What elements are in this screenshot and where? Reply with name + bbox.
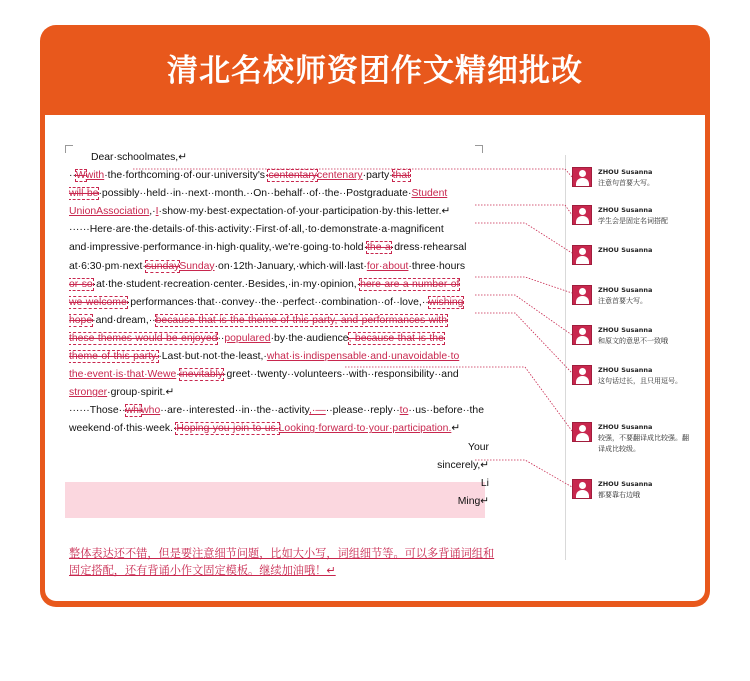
comment-margin-divider: [565, 155, 566, 560]
connector-line: [475, 313, 572, 373]
text-run: ··: [69, 170, 76, 182]
connector-line: [475, 223, 572, 253]
deleted-text: these·themes·would·be·enjoyed: [69, 332, 218, 344]
reviewer-avatar-icon: [572, 245, 592, 265]
text-run: ··: [217, 332, 225, 344]
reviewer-name: ZHOU Susanna: [598, 246, 653, 254]
deleted-text: will·be: [69, 188, 99, 200]
text-run: ·performances·that··convey··the··perfect··combination··of··love,··: [126, 296, 429, 308]
inserted-text: the·event·is·that·: [69, 369, 148, 381]
text-run: at·6:30·pm·next·: [69, 260, 146, 272]
deleted-text: sunday: [145, 260, 180, 272]
comment-text: 注意首要大写。: [598, 297, 647, 305]
reviewer-avatar-icon: [572, 479, 592, 499]
inserted-text: populared: [224, 332, 271, 344]
letter-line: [69, 420, 489, 438]
reviewer-name: ZHOU Susanna: [598, 286, 653, 294]
text-run: ·greet··twenty··volunteers··with··responsibility··and: [223, 369, 459, 381]
deleted-text: whi: [125, 405, 142, 417]
text-run: ·: [176, 369, 180, 381]
text-run: ·party·: [362, 170, 393, 182]
inserted-text: centenary: [317, 170, 363, 182]
inserted-text: what·is·indispensable·and·unavoidable·to: [266, 351, 460, 363]
document-area: [45, 115, 705, 601]
text-run: ·and·dream,··: [92, 314, 156, 326]
text-run: ·by·the·audience: [270, 332, 349, 344]
text-run: ↵: [451, 423, 461, 435]
deleted-text: cententary: [268, 170, 317, 182]
reviewer-name: ZHOU Susanna: [598, 326, 653, 334]
inserted-text: with: [85, 170, 105, 182]
letter-line: [69, 294, 489, 312]
letter-line: [69, 312, 489, 330]
letter-text: [69, 149, 489, 511]
correction-card: [40, 25, 710, 607]
deleted-text: hope: [69, 314, 93, 326]
closing-line: sincerely,↵: [437, 459, 489, 471]
connector-line: [475, 295, 572, 335]
inserted-text: for·about: [366, 260, 409, 272]
reviewer-avatar-icon: [572, 422, 592, 442]
letter-line: [69, 239, 489, 257]
reviewer-avatar-icon: [572, 325, 592, 345]
deleted-text: wishing: [428, 296, 464, 308]
letter-line: ······Here·are·the·details·of·this·activity:·First·of·all,·to·demonstrate·a·magnificent: [69, 224, 444, 236]
teacher-note: 整体表达还不错，但是要注意细节问题，比如大小写，词组细节等。可以多背诵词组和固定搭配，还有背诵小作文固定模板。继续加油哦！↵: [69, 547, 495, 577]
comment-text: 学生会是固定名词搭配: [598, 217, 668, 225]
salutation: Dear·schoolmates,↵: [91, 152, 187, 163]
closing-line: Ming↵: [457, 495, 489, 507]
connector-line: [475, 460, 572, 487]
comment-text: 注意句首要大写。: [598, 179, 654, 187]
deleted-text: Hoping·you·join·to·us.: [176, 423, 279, 435]
text-run: ·show·my·best·expectation·of·your·participation·by·this·letter.↵: [158, 206, 451, 218]
text-run: ·Last·but·not·the·least,·: [158, 351, 267, 363]
inserted-text: I: [155, 206, 159, 218]
text-run: ··us··before··the: [408, 405, 484, 417]
letter-line: [69, 348, 489, 366]
letter-line: [69, 185, 489, 203]
text-run: ······Those··: [69, 405, 126, 417]
text-run: ·three·hours: [408, 260, 466, 272]
comment-text: 较强，不要翻译成比较强。翻译成比较级。: [598, 434, 689, 453]
text-run: weekend·of·this·week.·: [69, 423, 177, 435]
deleted-text: the·a: [367, 242, 391, 254]
reviewer-name: ZHOU Susanna: [598, 206, 653, 214]
deleted-text: inevitably: [179, 369, 224, 381]
reviewer-avatar-icon: [572, 167, 592, 187]
card-title: 清北名校师资团作文精细批改: [167, 53, 583, 89]
closing-line: Your: [468, 441, 489, 453]
letter-line: [69, 366, 489, 384]
inserted-text: stronger: [69, 387, 108, 399]
inserted-text: who: [141, 405, 161, 417]
reviewer-name: ZHOU Susanna: [598, 168, 653, 176]
inserted-text: Union: [69, 206, 97, 218]
letter-line: [69, 276, 489, 294]
connector-line: [475, 205, 572, 215]
text-run: ·the·forthcoming·of·our·university's·: [104, 170, 269, 182]
inserted-text: Wewe: [147, 369, 177, 381]
deleted-text: ,·because·that·is·the: [348, 332, 444, 344]
inserted-text: Looking·forward·to·your·participation.: [278, 423, 452, 435]
reviewer-avatar-icon: [572, 285, 592, 305]
text-run: ·at·the·student·recreation·center.·Besides,·in·my·opinion,·: [92, 278, 361, 290]
deleted-text: because·that·is·the·theme·of·this·party,·and·performances·with: [155, 314, 448, 326]
inserted-text: Student: [411, 188, 448, 200]
deleted-text: W: [75, 170, 86, 182]
text-run: and·impressive·performance·in·high·quality,·we're·going·to·hold·: [69, 242, 368, 254]
letter-line: [69, 258, 489, 276]
inserted-text: ,·—: [309, 405, 326, 417]
text-run: ·dress·rehearsal: [390, 242, 467, 254]
deleted-text: that: [392, 170, 411, 182]
deleted-text: or·so: [69, 278, 93, 290]
deleted-text: theme·of·this·party.: [69, 351, 159, 363]
comment-text: 这句话过长，且只用逗号。: [598, 377, 682, 385]
inserted-text: to: [399, 405, 409, 417]
letter-line: [69, 167, 489, 185]
reviewer-name: ZHOU Susanna: [598, 480, 653, 488]
closing-line: Li: [480, 477, 489, 489]
text-run: ·possibly··held··in··next··month.··On··behalf··of··the··Postgraduate·: [98, 188, 412, 200]
text-run: ·on·12th·January,·which·will·last·: [214, 260, 367, 272]
deleted-text: we·welcome: [69, 296, 127, 308]
letter-line: [69, 402, 489, 420]
comment-text: 都要靠右边哦: [598, 491, 640, 499]
text-run: ··please··reply··: [325, 405, 400, 417]
reviewer-avatar-icon: [572, 205, 592, 225]
inserted-text: Sunday: [179, 260, 215, 272]
deleted-text: here·are·a·number·of: [360, 278, 460, 290]
text-run: ·group·spirit.↵: [107, 387, 175, 399]
letter-line: [69, 203, 489, 221]
text-run: ,·: [149, 206, 156, 218]
reviewer-avatar-icon: [572, 365, 592, 385]
reviewer-name: ZHOU Susanna: [598, 423, 653, 431]
letter-line: [69, 330, 489, 348]
reviewer-name: ZHOU Susanna: [598, 366, 653, 374]
text-run: ··are··interested··in··the··activity: [160, 405, 309, 417]
comment-text: 和原文的意思不一致哦: [598, 337, 668, 345]
letter-line: [69, 384, 489, 402]
connector-line: [475, 277, 572, 293]
inserted-text: Association: [96, 206, 150, 218]
